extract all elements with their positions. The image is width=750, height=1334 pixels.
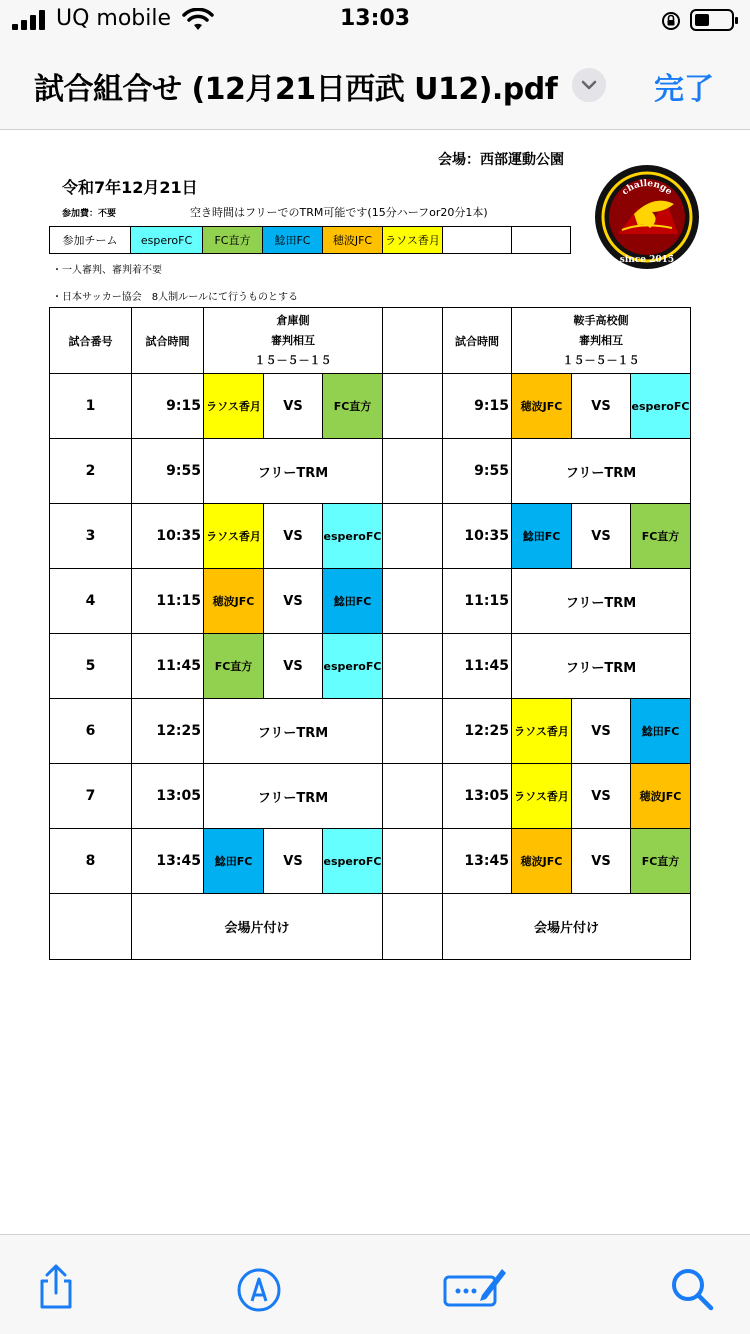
spacer-cell bbox=[383, 699, 443, 764]
team-a-cell: 鯰田FC bbox=[204, 829, 264, 894]
match-row bbox=[50, 829, 691, 894]
free-trm-cell: フリーTRM bbox=[512, 439, 691, 504]
free-trm-note: 空き時間はフリーでのTRM可能です(15分ハーフor20分1本) bbox=[190, 206, 488, 219]
spacer-cell bbox=[383, 569, 443, 634]
schedule-header-row bbox=[50, 308, 691, 374]
cleanup-empty-cell bbox=[50, 894, 132, 960]
vs-label: VS bbox=[264, 634, 323, 699]
match-time-right: 11:45 bbox=[443, 634, 512, 699]
bottom-toolbar bbox=[0, 1234, 750, 1334]
match-row bbox=[50, 374, 691, 439]
referee-note: ・一人審判、審判着不要 bbox=[52, 265, 162, 276]
match-time-left: 11:15 bbox=[132, 569, 204, 634]
logo-text-top: challenge bbox=[620, 178, 674, 198]
vs-label: VS bbox=[572, 504, 631, 569]
search-icon[interactable] bbox=[668, 1265, 716, 1313]
match-time-left: 12:25 bbox=[132, 699, 204, 764]
match-number: 7 bbox=[50, 764, 132, 829]
team-b-cell: 穂波JFC bbox=[631, 764, 691, 829]
team-a-cell: FC直方 bbox=[204, 634, 264, 699]
match-row bbox=[50, 699, 691, 764]
team-a-cell: ラソス香月 bbox=[512, 764, 572, 829]
vs-label: VS bbox=[572, 374, 631, 439]
document-title: 試合組合せ (12月21日西武 U12).pdf bbox=[34, 72, 558, 107]
spacer-cell bbox=[383, 634, 443, 699]
team-chip: FC直方 bbox=[203, 227, 263, 254]
left-side-referee: 審判相互 bbox=[271, 333, 315, 347]
team-a-cell: ラソス香月 bbox=[512, 699, 572, 764]
team-a-cell: 穂波JFC bbox=[512, 829, 572, 894]
vs-label: VS bbox=[572, 764, 631, 829]
match-number: 8 bbox=[50, 829, 132, 894]
match-time-left: 10:35 bbox=[132, 504, 204, 569]
match-time-left: 9:15 bbox=[132, 374, 204, 439]
match-number: 2 bbox=[50, 439, 132, 504]
cleanup-left: 会場片付け bbox=[132, 894, 383, 960]
team-b-cell: esperoFC bbox=[631, 374, 691, 439]
free-trm-cell: フリーTRM bbox=[204, 699, 383, 764]
share-icon[interactable] bbox=[36, 1263, 76, 1311]
status-bar bbox=[0, 0, 750, 42]
spacer-cell bbox=[383, 439, 443, 504]
title-bar bbox=[0, 42, 750, 130]
header-right-side bbox=[512, 308, 691, 374]
schedule-table bbox=[49, 307, 691, 960]
team-chip: ラソス香月 bbox=[383, 227, 443, 254]
header-match-no: 試合番号 bbox=[50, 308, 132, 374]
match-number: 1 bbox=[50, 374, 132, 439]
team-chip bbox=[512, 227, 571, 254]
team-a-cell: 穂波JFC bbox=[512, 374, 572, 439]
markup-icon[interactable] bbox=[236, 1267, 282, 1313]
header-time-right: 試合時間 bbox=[443, 308, 512, 374]
team-chip: esperoFC bbox=[131, 227, 203, 254]
free-trm-cell: フリーTRM bbox=[204, 764, 383, 829]
pdf-page bbox=[0, 131, 750, 1234]
team-a-cell: ラソス香月 bbox=[204, 504, 264, 569]
vs-label: VS bbox=[572, 829, 631, 894]
done-button[interactable]: 完了 bbox=[654, 72, 714, 107]
match-time-right: 13:05 bbox=[443, 764, 512, 829]
match-time-left: 13:45 bbox=[132, 829, 204, 894]
match-time-left: 13:05 bbox=[132, 764, 204, 829]
team-b-cell: 鯰田FC bbox=[631, 699, 691, 764]
team-b-cell: FC直方 bbox=[631, 504, 691, 569]
spacer-cell bbox=[383, 894, 443, 960]
vs-label: VS bbox=[264, 504, 323, 569]
match-time-left: 9:55 bbox=[132, 439, 204, 504]
fee-text: 参加費：不要 bbox=[62, 209, 117, 219]
match-number: 3 bbox=[50, 504, 132, 569]
team-chip bbox=[443, 227, 512, 254]
right-side-format: １５－５－１５ bbox=[562, 353, 640, 367]
vs-label: VS bbox=[264, 829, 323, 894]
right-side-name: 鞍手高校側 bbox=[573, 313, 629, 327]
header-time-left: 試合時間 bbox=[132, 308, 204, 374]
match-time-right: 12:25 bbox=[443, 699, 512, 764]
match-time-right: 13:45 bbox=[443, 829, 512, 894]
teams-label: 参加チーム bbox=[50, 227, 131, 254]
team-chip: 鯰田FC bbox=[263, 227, 323, 254]
free-trm-cell: フリーTRM bbox=[512, 569, 691, 634]
free-trm-cell: フリーTRM bbox=[512, 634, 691, 699]
rules-note: ・日本サッカー協会 8人制ルールにて行うものとする bbox=[52, 292, 298, 303]
team-b-cell: FC直方 bbox=[323, 374, 383, 439]
team-b-cell: 鯰田FC bbox=[323, 569, 383, 634]
date-text: 令和7年12月21日 bbox=[62, 178, 198, 197]
right-side-referee: 審判相互 bbox=[579, 333, 623, 347]
team-a-cell: ラソス香月 bbox=[204, 374, 264, 439]
chevron-down-icon[interactable] bbox=[572, 68, 606, 102]
spacer-cell bbox=[383, 308, 443, 374]
logo-text-bottom: since 2015 bbox=[619, 255, 675, 265]
rotation-lock-icon bbox=[660, 10, 682, 32]
match-row bbox=[50, 634, 691, 699]
battery-icon bbox=[690, 9, 734, 31]
team-a-cell: 鯰田FC bbox=[512, 504, 572, 569]
team-chip: 穂波JFC bbox=[323, 227, 383, 254]
left-side-format: １５－５－１５ bbox=[254, 353, 332, 367]
spacer-cell bbox=[383, 764, 443, 829]
team-b-cell: esperoFC bbox=[323, 504, 383, 569]
status-time: 13:03 bbox=[339, 6, 411, 31]
match-number: 5 bbox=[50, 634, 132, 699]
match-time-left: 11:45 bbox=[132, 634, 204, 699]
match-row bbox=[50, 504, 691, 569]
spacer-cell bbox=[383, 374, 443, 439]
free-trm-cell: フリーTRM bbox=[204, 439, 383, 504]
team-b-cell: FC直方 bbox=[631, 829, 691, 894]
team-b-cell: esperoFC bbox=[323, 829, 383, 894]
match-row bbox=[50, 764, 691, 829]
vs-label: VS bbox=[572, 699, 631, 764]
carrier-name: UQ mobile bbox=[56, 6, 172, 31]
vs-label: VS bbox=[264, 374, 323, 439]
vs-label: VS bbox=[264, 569, 323, 634]
match-time-right: 10:35 bbox=[443, 504, 512, 569]
venue-text: 会場：西部運動公園 bbox=[438, 152, 564, 168]
match-row bbox=[50, 569, 691, 634]
left-side-name: 倉庫側 bbox=[276, 313, 310, 327]
match-time-right: 9:55 bbox=[443, 439, 512, 504]
team-b-cell: esperoFC bbox=[323, 634, 383, 699]
match-number: 6 bbox=[50, 699, 132, 764]
club-logo bbox=[594, 164, 700, 270]
team-a-cell: 穂波JFC bbox=[204, 569, 264, 634]
match-row bbox=[50, 439, 691, 504]
match-time-right: 9:15 bbox=[443, 374, 512, 439]
spacer-cell bbox=[383, 504, 443, 569]
match-number: 4 bbox=[50, 569, 132, 634]
match-time-right: 11:15 bbox=[443, 569, 512, 634]
keyboard-pencil-icon[interactable] bbox=[442, 1265, 508, 1309]
participating-teams-table bbox=[49, 226, 571, 254]
spacer-cell bbox=[383, 829, 443, 894]
header-left-side bbox=[204, 308, 383, 374]
cleanup-row bbox=[50, 894, 691, 960]
cleanup-right: 会場片付け bbox=[443, 894, 691, 960]
